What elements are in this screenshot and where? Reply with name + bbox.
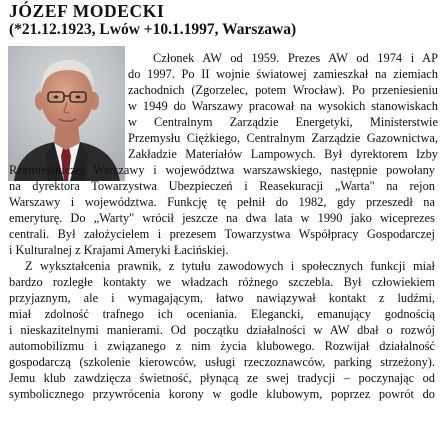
birth-death-dates: (*21.12.1923, Lwów +10.1.1997, Warszawa): [9, 21, 297, 38]
text-line: do 1997. Po II wojnie światowej zamieszkał na ziemiach: [128, 67, 438, 81]
text-line: emeryturę. Do „Warty" wrócił jeszcze na dwa lata w 1990 jako wiceprezes: [9, 211, 435, 225]
text-line: Z wykształcenia prawnik, z tytułu zawodowych i społecznych funkcji miał: [25, 259, 435, 273]
text-line: gospodarczą (szkolenie kierowców, usługi rzeczoznawców, parking strzeżony).: [9, 355, 435, 369]
text-line: Jemu klub zawdzięcza świetność, płynącą ze swej tradycji – poczynając od: [9, 371, 435, 385]
portrait-icon: [8, 46, 125, 181]
text-line: Rzemieślniczej Warszawy i województwa warszawskiego, następnie powołany: [9, 163, 435, 177]
text-line: w Centralnym Zarządzie Energetyki, Ministerstwie: [128, 115, 438, 129]
text-line: Warszawy i województwa. Funkcję tę pełnił do 1982, gdy przeszedł na: [9, 195, 435, 209]
text-line: i nieskazitelnymi manierami. Od początku działalności w AW dbał o rozwój: [9, 323, 435, 337]
text-line: automobilizmu i związanego z nim życia klubowego. Rozwijał działalność: [9, 339, 435, 353]
text-line: zachodnich (Zgorzelec, potem Wrocław). Po przeniesieniu: [128, 83, 438, 97]
text-line: na dyrektora Towarzystwa Ubezpieczeń i Reasekuracji „Warta" na rejon: [9, 179, 435, 193]
text-line: przyjaznym, ale i wymagającym, łatwo nawiązywał kontakt z ludźmi,: [9, 291, 435, 305]
text-line: Zakładzie Materiałów Lampowych. Był dyrektorem Izby: [128, 147, 438, 161]
text-line: Członek AW od 1959. Prezes AW od 1974 i AP: [153, 51, 438, 65]
text-line: Przemysłu Ciężkiego, Centralnym Zarządzie Gazownictwa,: [128, 131, 438, 145]
text-line: centrali. Był założycielem i prezesem Towarzystwa Współpracy Gospodarczej: [9, 227, 435, 241]
text-line: miał zdolność trafnego ich oceniania. Elegancki, emanujący godnością: [9, 307, 435, 321]
text-line: symbolicznego przywrócenia korony w godle klubowym, poprzez powrót do: [9, 387, 435, 401]
text-line: w 1949 do Warszawy pracował na wysokich stanowiskach: [128, 99, 438, 113]
person-name: JÓZEF MODECKI: [9, 1, 165, 21]
text-line: i Kulturalnej z Krajami Ameryki Łacińskiej.: [9, 243, 229, 257]
text-line: bardzo rozległe kontakty we władzach różnego szczebla. Był człowiekiem: [9, 275, 435, 289]
portrait-photo: [8, 46, 125, 181]
